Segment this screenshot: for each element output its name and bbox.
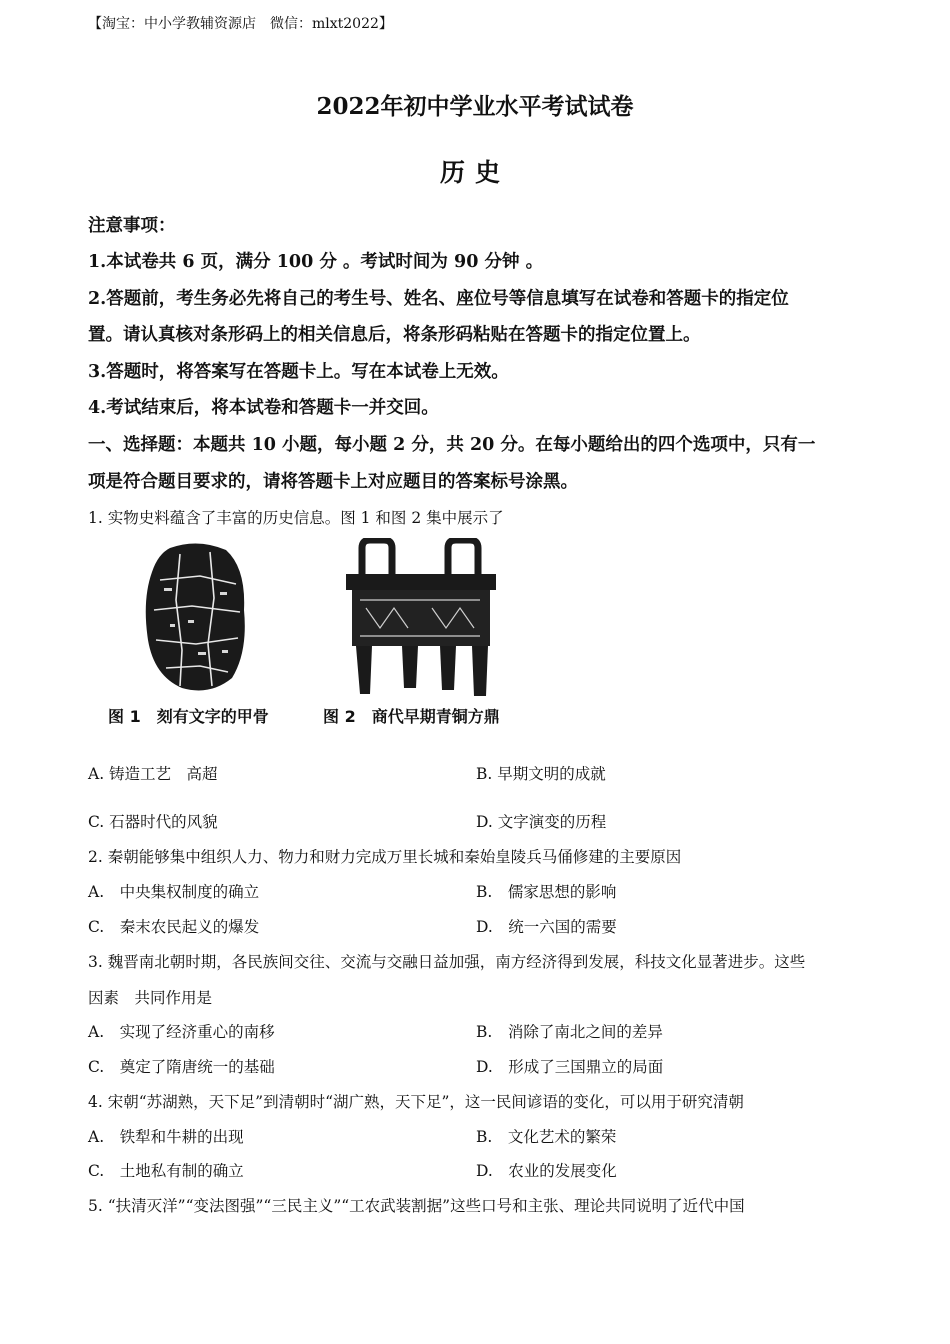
notice-item-2: 2.答题前，考生务必先将自己的考生号、姓名、座位号等信息填写在试卷和答题卡的指定位 bbox=[88, 289, 789, 309]
notice-item-3: 3.答题时，将答案写在答题卡上。写在本试卷上无效。 bbox=[88, 362, 509, 382]
question-1-option-c[interactable]: C. 石器时代的风貌 bbox=[88, 813, 218, 831]
header-note: 【淘宝：中小学教辅资源店 微信：mlxt2022】 bbox=[88, 16, 393, 32]
question-1-stem: 1. 实物史料蕴含了丰富的历史信息。图 1 和图 2 集中展示了 bbox=[88, 509, 504, 527]
question-4-option-d[interactable]: D. 农业的发展变化 bbox=[476, 1162, 617, 1180]
figure-2-bronze-ding-image bbox=[340, 538, 500, 698]
section-1-heading-cont: 项是符合题目要求的，请将答题卡上对应题目的答案标号涂黑。 bbox=[88, 472, 578, 492]
question-2-option-d[interactable]: D. 统一六国的需要 bbox=[476, 918, 617, 936]
question-4-option-b[interactable]: B. 文化艺术的繁荣 bbox=[476, 1128, 617, 1146]
question-3-stem: 3. 魏晋南北朝时期，各民族间交往、交流与交融日益加强，南方经济得到发展，科技文化显著进步。这些 bbox=[88, 953, 806, 971]
figure-1-caption: 图 1 刻有文字的甲骨 bbox=[108, 707, 269, 726]
question-2-option-b[interactable]: B. 儒家思想的影响 bbox=[476, 883, 617, 901]
section-1-heading: 一、选择题：本题共 10 小题，每小题 2 分，共 20 分。在每小题给出的四个选项中，只有一 bbox=[88, 435, 816, 455]
question-3-option-c[interactable]: C. 奠定了隋唐统一的基础 bbox=[88, 1058, 275, 1076]
question-4-option-c[interactable]: C. 土地私有制的确立 bbox=[88, 1162, 244, 1180]
question-1-option-d[interactable]: D. 文字演变的历程 bbox=[476, 813, 607, 831]
question-3-option-a[interactable]: A. 实现了经济重心的南移 bbox=[88, 1023, 275, 1041]
question-4-stem: 4. 宋朝“苏湖熟，天下足”到清朝时“湖广熟，天下足”，这一民间谚语的变化，可以用于研究清朝 bbox=[88, 1093, 744, 1111]
question-3-option-d[interactable]: D. 形成了三国鼎立的局面 bbox=[476, 1058, 664, 1076]
figure-2-caption: 图 2 商代早期青铜方鼎 bbox=[323, 707, 500, 726]
notice-item-2-cont: 置。请认真核对条形码上的相关信息后，将条形码粘贴在答题卡的指定位置上。 bbox=[88, 325, 701, 345]
notice-item-4: 4.考试结束后，将本试卷和答题卡一并交回。 bbox=[88, 398, 439, 418]
question-1-option-b[interactable]: B. 早期文明的成就 bbox=[476, 765, 606, 783]
figure-1-oracle-bone-image bbox=[140, 540, 255, 695]
page-title: 2022年初中学业水平考试试卷 bbox=[316, 93, 634, 120]
question-3-option-b[interactable]: B. 消除了南北之间的差异 bbox=[476, 1023, 663, 1041]
question-4-option-a[interactable]: A. 铁犁和牛耕的出现 bbox=[88, 1128, 244, 1146]
question-3-stem-cont: 因素 共同作用是 bbox=[88, 989, 213, 1007]
question-2-stem: 2. 秦朝能够集中组织人力、物力和财力完成万里长城和秦始皇陵兵马俑修建的主要原因 bbox=[88, 848, 682, 866]
question-2-option-c[interactable]: C. 秦末农民起义的爆发 bbox=[88, 918, 260, 936]
notice-item-1: 1.本试卷共 6 页，满分 100 分 。考试时间为 90 分钟 。 bbox=[88, 252, 544, 272]
question-5-stem: 5. “扶清灭洋”“变法图强”“三民主义”“工农武装割据”这些口号和主张、理论共同说明了近代中国 bbox=[88, 1197, 745, 1215]
subject-title: 历史 bbox=[439, 158, 510, 187]
notice-heading: 注意事项： bbox=[88, 216, 176, 236]
question-1-option-a[interactable]: A. 铸造工艺 高超 bbox=[88, 765, 218, 783]
question-2-option-a[interactable]: A. 中央集权制度的确立 bbox=[88, 883, 260, 901]
